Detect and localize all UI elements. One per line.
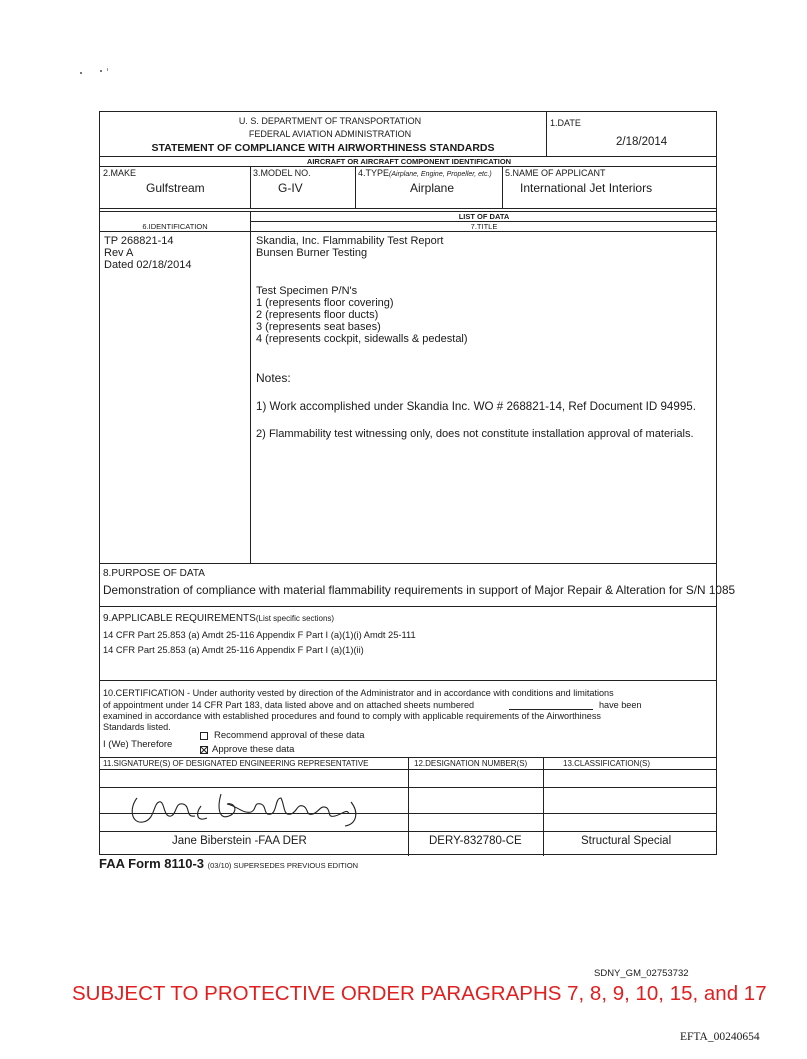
recommend-checkbox[interactable] — [200, 732, 208, 740]
identification-line: Dated 02/18/2014 — [104, 259, 192, 271]
certification-line-3: examined in accordance with established procedures and found to comply with applicable requirements of the Airworthiness — [103, 711, 601, 721]
classification-label: 13.CLASSIFICATION(S) — [563, 759, 650, 768]
certification-line-2a: of appointment under 14 CFR Part 183, data listed above and on attached sheets numbered — [103, 700, 475, 710]
form-title: STATEMENT OF COMPLIANCE WITH AIRWORTHINESS STANDARDS — [151, 142, 495, 154]
signer-name: Jane Biberstein -FAA DER — [172, 835, 307, 847]
certification-line-4: Standards listed. — [103, 722, 171, 732]
specimen-line: 1 (represents floor covering) — [256, 297, 394, 309]
type-label-main: 4.TYPE — [358, 168, 390, 178]
type-label-sub: (Airplane, Engine, Propeller, etc.) — [389, 171, 492, 178]
scan-speck — [100, 70, 102, 72]
therefore-text: I (We) Therefore — [103, 739, 173, 750]
form-name: FAA Form 8110-3 — [99, 856, 205, 871]
type-value: Airplane — [410, 181, 455, 195]
efta-number: EFTA_00240654 — [680, 1031, 760, 1043]
signature-label: 11.SIGNATURE(S) OF DESIGNATED ENGINEERING REPRESENTATIVE — [103, 759, 369, 768]
designation-label: 12.DESIGNATION NUMBER(S) — [414, 759, 528, 768]
faa-form-8110-3 — [99, 111, 736, 855]
identification-col-label: 6.IDENTIFICATION — [142, 222, 208, 231]
title-col-label: 7.TITLE — [470, 222, 498, 231]
specimen-line: 4 (represents cockpit, sidewalls & pedestal) — [256, 333, 468, 345]
note-1: 1) Work accomplished under Skandia Inc. WO # 268821-14, Ref Document ID 94995. — [256, 400, 696, 413]
protective-order-notice: SUBJECT TO PROTECTIVE ORDER PARAGRAPHS 7, 8, 9, 10, 15, and 17 — [72, 982, 767, 1005]
scan-speck — [80, 72, 82, 74]
agency-line-1: U. S. DEPARTMENT OF TRANSPORTATION — [238, 116, 422, 126]
identification-section-label: AIRCRAFT OR AIRCRAFT COMPONENT IDENTIFICATION — [306, 157, 512, 166]
type-label — [358, 168, 492, 178]
form-edition: (03/10) SUPERSEDES PREVIOUS EDITION — [207, 861, 359, 870]
model-label: 3.MODEL NO. — [253, 168, 311, 178]
make-label: 2.MAKE — [103, 168, 137, 178]
approve-checkbox[interactable] — [200, 746, 208, 754]
identification-line: Rev A — [104, 247, 134, 259]
identification-line: TP 268821-14 — [104, 235, 174, 247]
requirement-line: 14 CFR Part 25.853 (a) Amdt 25-116 Appendix F Part I (a)(1)(ii) — [103, 645, 364, 655]
bates-number: SDNY_GM_02753732 — [594, 968, 689, 979]
agency-line-2: FEDERAL AVIATION ADMINISTRATION — [248, 129, 412, 139]
make-value: Gulfstream — [146, 181, 205, 195]
sheets-number-blank — [509, 709, 593, 710]
requirements-label-main: 9.APPLICABLE REQUIREMENTS — [103, 613, 256, 624]
notes-label: Notes: — [256, 371, 291, 385]
checkmark-x-icon — [200, 746, 208, 754]
title-line: Bunsen Burner Testing — [256, 247, 368, 259]
date-label: 1.DATE — [550, 118, 581, 128]
specimen-line: 2 (represents floor ducts) — [256, 309, 379, 321]
specimen-line: Test Specimen P/N's — [256, 285, 358, 297]
purpose-label: 8.PURPOSE OF DATA — [103, 568, 205, 579]
certification-line-1: 10.CERTIFICATION - Under authority vested by direction of the Administrator and in accordance with conditions and limitations — [103, 688, 614, 698]
model-value: G-IV — [278, 181, 303, 195]
date-value: 2/18/2014 — [616, 136, 668, 148]
purpose-text: Demonstration of compliance with material flammability requirements in support of Major Repair & Alteration for S/N 1085 — [103, 583, 736, 597]
form-footer — [99, 856, 358, 871]
certification-line-2b: have been — [599, 700, 642, 710]
applicant-value: International Jet Interiors — [520, 181, 653, 195]
requirement-line: 14 CFR Part 25.853 (a) Amdt 25-116 Appendix F Part I (a)(1)(i) Amdt 25-111 — [103, 630, 416, 640]
requirements-label — [103, 613, 334, 624]
scan-speck — [107, 68, 108, 71]
recommend-option: Recommend approval of these data — [214, 730, 365, 741]
approve-option: Approve these data — [212, 744, 295, 755]
requirements-label-note: (List specific sections) — [255, 614, 335, 623]
specimen-line: 3 (represents seat bases) — [256, 321, 381, 333]
applicant-label: 5.NAME OF APPLICANT — [505, 168, 606, 178]
note-2: 2) Flammability test witnessing only, does not constitute installation approval of materials. — [256, 428, 694, 440]
title-line: Skandia, Inc. Flammability Test Report — [256, 235, 444, 247]
list-of-data-label: LIST OF DATA — [458, 212, 510, 221]
designation-number: DERY-832780-CE — [429, 835, 522, 847]
classification-value: Structural Special — [581, 835, 672, 847]
handwritten-signature — [125, 784, 365, 834]
